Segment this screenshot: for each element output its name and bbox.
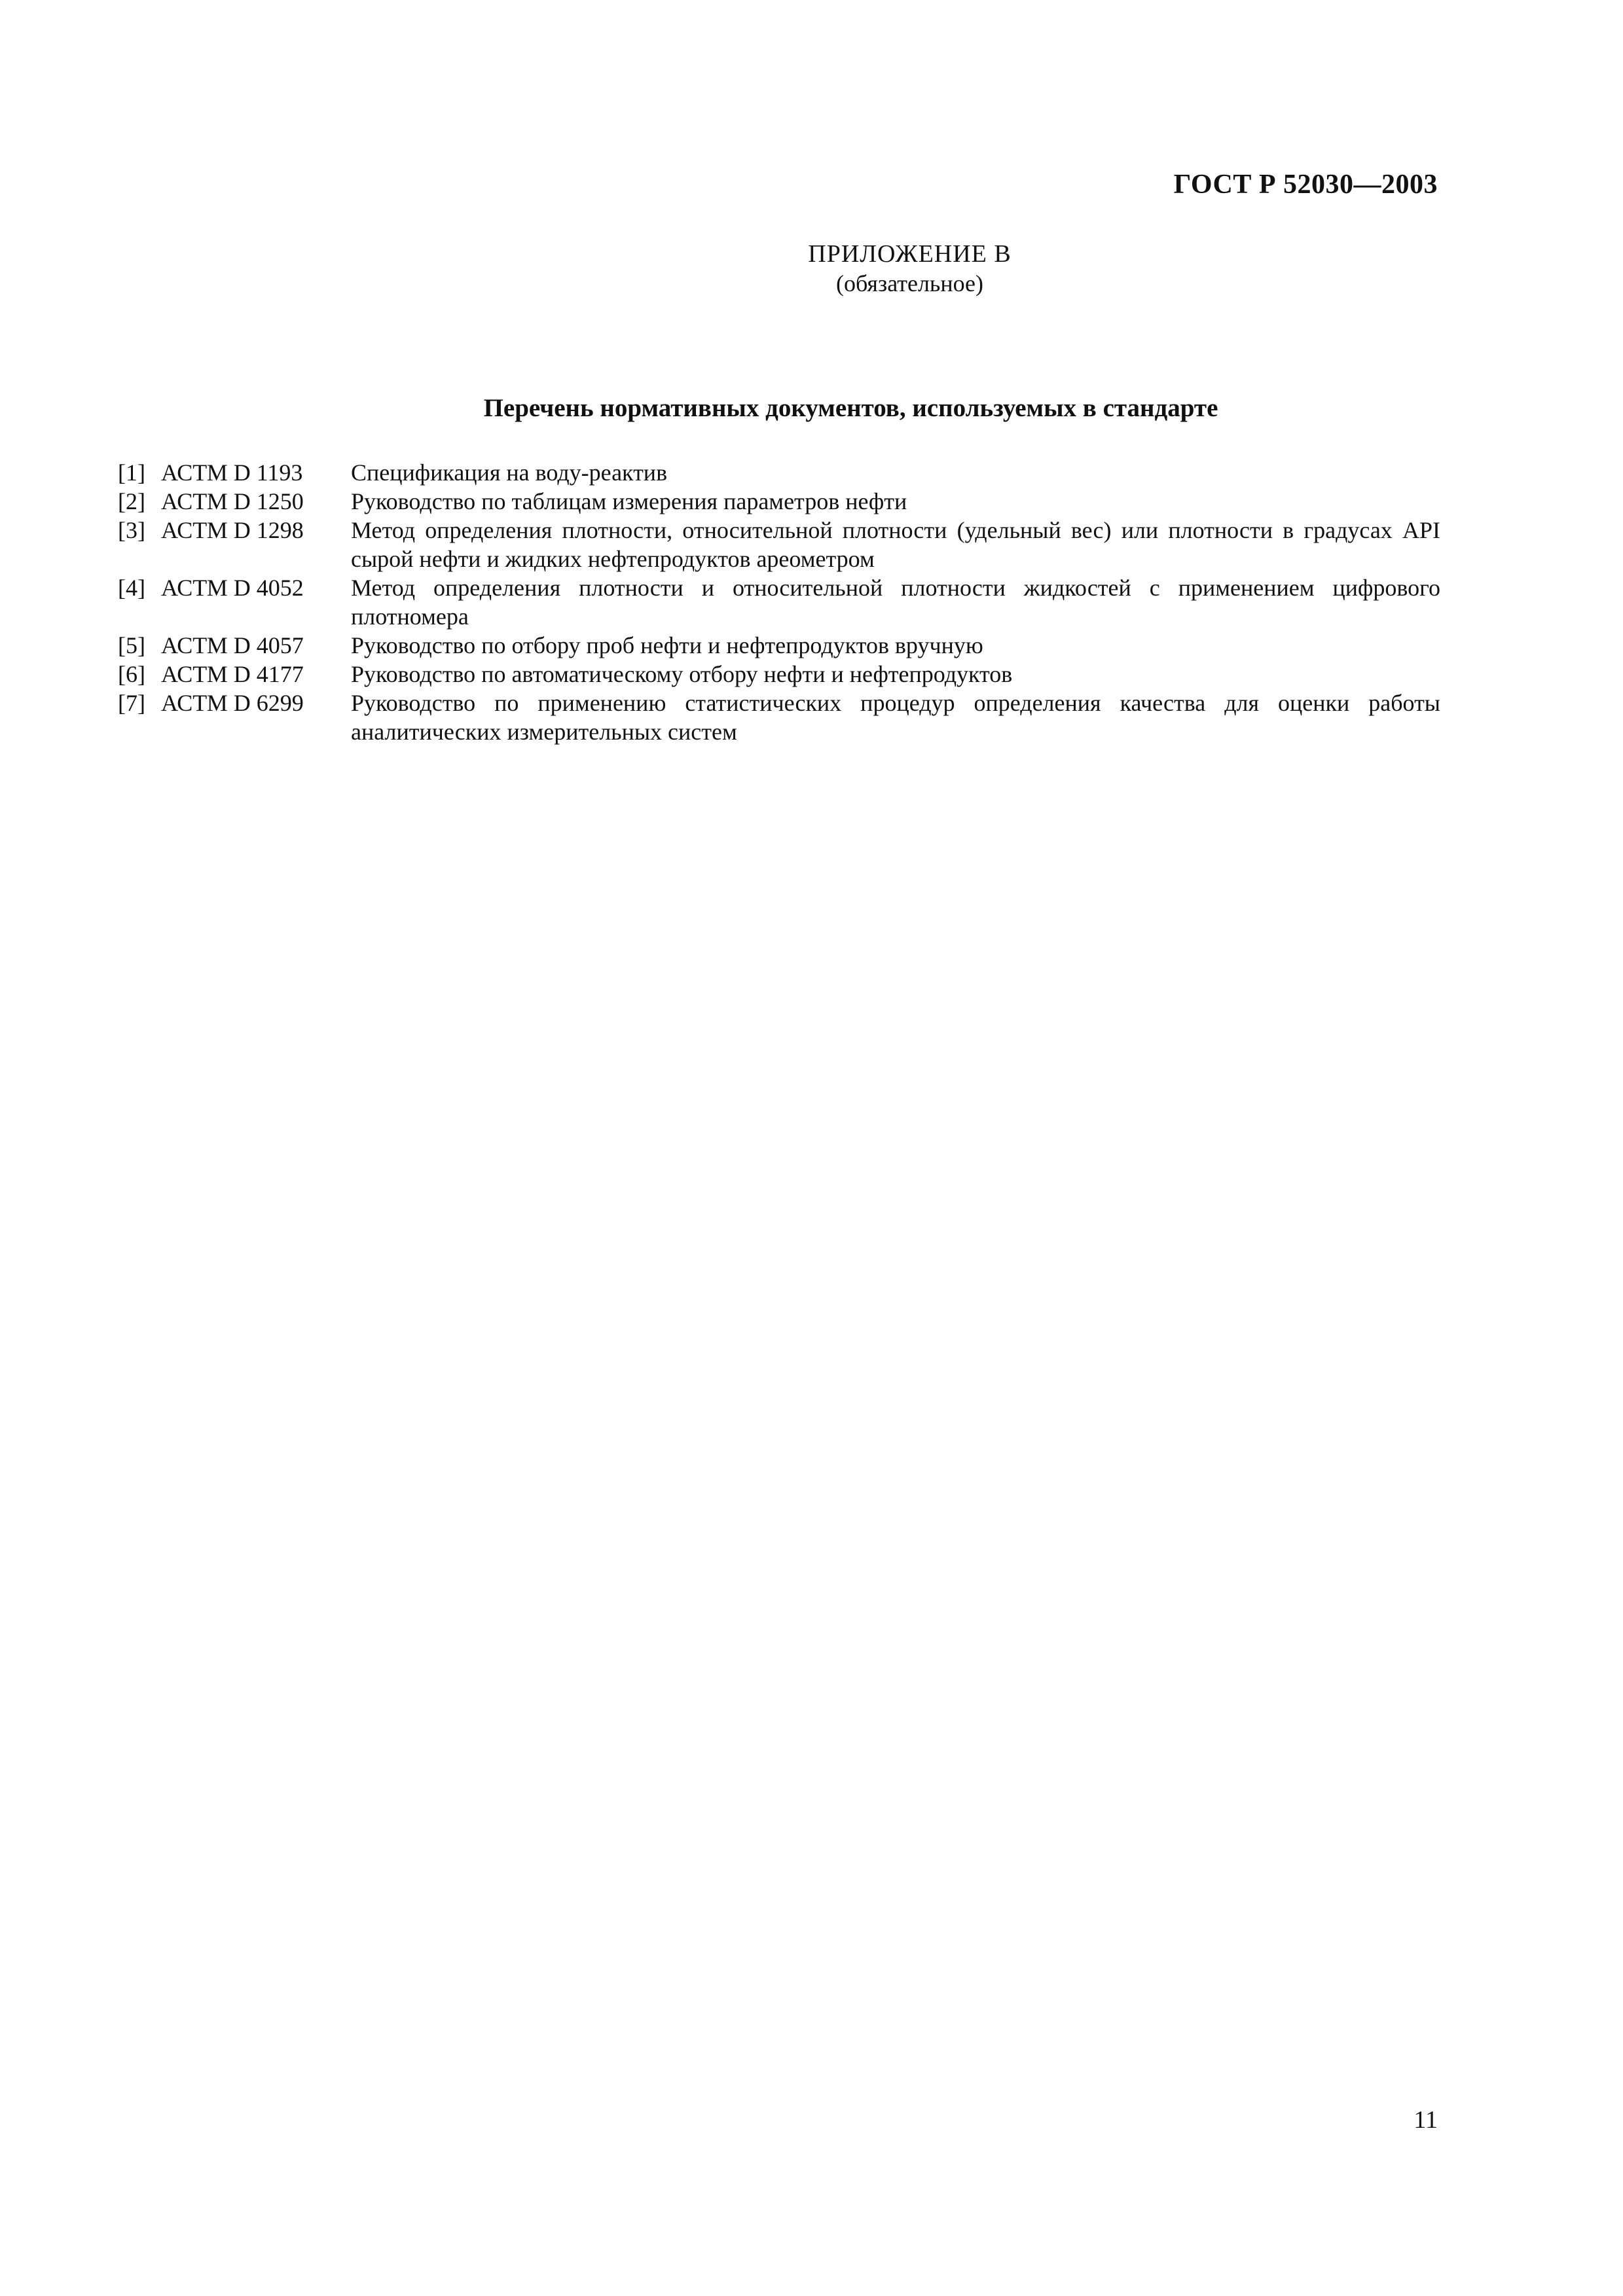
reference-number: [7]	[118, 690, 145, 716]
reference-title: Руководство по отбору проб нефти и нефтепродуктов вручную	[351, 632, 983, 658]
reference-code: АСТМ D 4052	[161, 575, 304, 601]
reference-title: Метод определения плотности, относительной плотности (удельный вес) или плотности в градусах API сырой нефти и жидких нефтепродуктов ареометром	[351, 517, 1440, 572]
section-title: Перечень нормативных документов, используемых в стандарте	[483, 394, 1218, 422]
reference-code: АСТМ D 1250	[161, 488, 304, 514]
reference-item	[118, 689, 1440, 746]
reference-code: АСТМ D 1298	[161, 517, 304, 543]
reference-item	[118, 516, 1440, 573]
reference-item	[118, 487, 1440, 516]
reference-number: [3]	[118, 517, 145, 543]
appendix-title: ПРИЛОЖЕНИЕ В	[808, 240, 1012, 268]
page-number: 11	[1413, 2106, 1438, 2134]
reference-item	[118, 631, 1440, 660]
reference-code: АСТМ D 4057	[161, 632, 304, 658]
reference-item	[118, 458, 1440, 487]
reference-list	[118, 458, 1440, 746]
reference-number: [2]	[118, 488, 145, 514]
reference-number: [6]	[118, 661, 145, 687]
reference-number: [5]	[118, 632, 145, 658]
appendix-status: (обязательное)	[836, 270, 983, 296]
reference-code: АСТМ D 1193	[161, 459, 303, 486]
standard-code: ГОСТ Р 52030—2003	[1173, 170, 1438, 200]
reference-code: АСТМ D 6299	[161, 690, 304, 716]
reference-title: Руководство по таблицам измерения параметров нефти	[351, 488, 907, 514]
reference-title: Спецификация на воду-реактив	[351, 459, 668, 486]
reference-title: Руководство по применению статистических процедур определения качества для оценки работы аналитических измерительных систем	[351, 690, 1440, 745]
reference-title: Руководство по автоматическому отбору нефти и нефтепродуктов	[351, 661, 1013, 687]
reference-title: Метод определения плотности и относительной плотности жидкостей с применением цифрового плотномера	[351, 575, 1440, 630]
reference-item	[118, 573, 1440, 631]
reference-item	[118, 660, 1440, 689]
reference-number: [1]	[118, 459, 145, 486]
reference-code: АСТМ D 4177	[161, 661, 304, 687]
reference-number: [4]	[118, 575, 145, 601]
